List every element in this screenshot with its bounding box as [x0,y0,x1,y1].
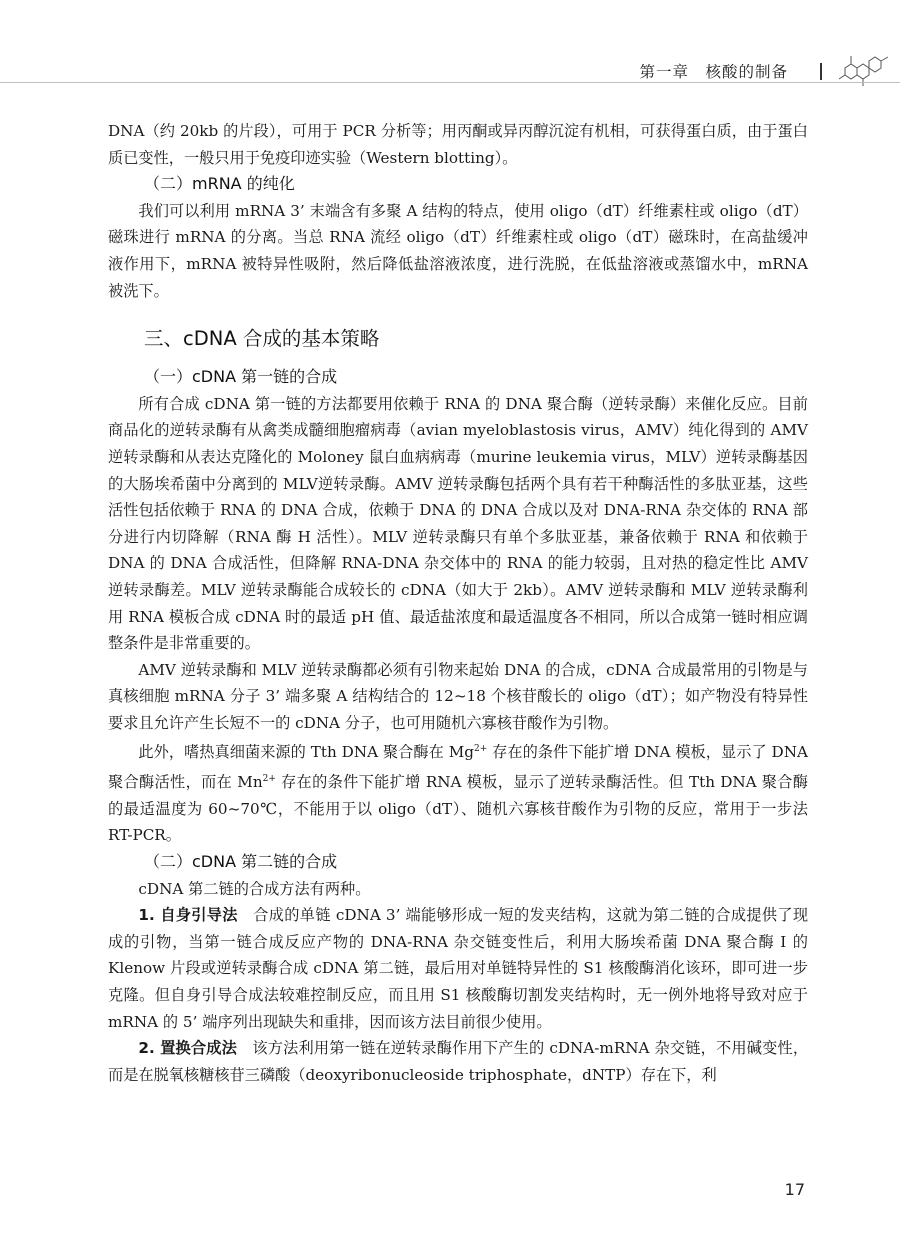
method-replacement [108,1035,808,1088]
heading-first-strand: （一）cDNA 第一链的合成 [144,367,338,387]
intro-paragraph: DNA（约 20kb 的片段），可用于 PCR 分析等；用丙酮或异丙醇沉淀有机相，可获得蛋白质，由于蛋白质已变性，一般只用于免疫印迹实验（Western blotting）。 [108,122,808,167]
tth-text-c: 存在的条件下能扩增 RNA 模板，显示了逆转录酶活性。但 Tth DNA 聚合酶的最适温度为 60~70℃，不能用于以 oligo（dT）、随机六寡核苷酸作为引物的反应，常用于一步法 RT-PCR。 [108,773,808,845]
heading-second-strand: （二）cDNA 第二链的合成 [144,851,338,871]
first-strand-paragraph-2: AMV 逆转录酶和 MLV 逆转录酶都必须有引物来起始 DNA 的合成，cDNA 合成最常用的引物是与真核细胞 mRNA 分子 3’ 端多聚 A 结构结合的 12~18 个核苷酸长的 oligo（dT）；如产物没有特异性要求且允许产生长短不一的 cDNA 分子，也可用随机六寡核苷酸作为引物。 [108,660,808,732]
heading-mrna-purification: （二）mRNA 的纯化 [144,174,295,194]
chapter-title: 第一章 核酸的制备 [639,63,788,81]
method-self-priming [108,902,808,1035]
tth-text-b: 存在的条件下能扩增 DNA 模板，显示了 DNA 聚合酶活性，而在 Mn [108,743,808,792]
method-1-label: 1. 自身引导法 [138,906,238,925]
method-2-text: 该方法利用第一链在逆转录酶作用下产生的 cDNA-mRNA 杂交链，不用碱变性，而是在脱氧核糖核苷三磷酸（deoxyribonucleoside triphosphate，dNTP）存在下，利 [108,1039,809,1084]
section-heading-cdna-strategy: 三、cDNA 合成的基本策略 [144,327,380,351]
first-strand-paragraph-3 [108,736,808,849]
method-2-label: 2. 置换合成法 [138,1039,238,1058]
method-1-text: 合成的单链 cDNA 3’ 端能够形成一短的发夹结构，这就为第二链的合成提供了现成的引物，当第一链合成反应产物的 DNA-RNA 杂交链变性后，利用大肠埃希菌 DNA 聚合酶 Ⅰ 的 Klenow 片段或逆转录酶合成 cDNA 第二链，最后用对单链特异性的 S1 核酸酶消化该环，即可进一步克隆。但自身引导合成法较难控制反应，而且用 S1 核酸酶切割发夹结构时，无一例外地将导致对应于 mRNA 的 5’ 端序列出现缺失和重排，因而该方法目前很少使用。 [108,906,809,1031]
tth-text-a: 此外，嗜热真细菌来源的 Tth DNA 聚合酶在 Mg [138,743,474,762]
mn-superscript: 2+ [262,774,276,785]
first-strand-paragraph-1: 所有合成 cDNA 第一链的方法都要用依赖于 RNA 的 DNA 聚合酶（逆转录酶）来催化反应。目前商品化的逆转录酶有从禽类成髓细胞瘤病毒（avian myeloblastosis virus，AMV）纯化得到的 AMV 逆转录酶和从表达克隆化的 Moloney 鼠白血病病毒（murine leukemia virus，MLV）逆转录酶基因的大肠埃希菌中分离到的 MLV逆转录酶。AMV 逆转录酶包括两个具有若干种酶活性的多肽亚基，这些活性包括依赖于 RNA 的 DNA 合成，依赖于 DNA 的 DNA 合成以及对 DNA-RNA 杂交体的 RNA 部分进行内切降解（RNA 酶 H 活性）。MLV 逆转录酶只有单个多肽亚基，兼备依赖于 RNA 和依赖于 DNA 的 DNA 合成活性，但降解 RNA-DNA 杂交体中的 RNA 的能力较弱，且对热的稳定性比 AMV 逆转录酶差。MLV 逆转录酶能合成较长的 cDNA（如大于 2kb）。AMV 逆转录酶和 MLV 逆转录酶利用 RNA 模板合成 cDNA 时的最适 pH 值、最适盐浓度和最适温度各不相同，所以合成第一链时相应调整条件是非常重要的。 [108,394,808,653]
page-number: 17 [784,1180,805,1199]
header-rule [0,82,900,83]
molecule-icon [833,46,893,92]
header-separator [820,63,822,80]
mg-superscript: 2+ [473,744,488,755]
page-body [108,118,808,1088]
second-strand-intro: cDNA 第二链的合成方法有两种。 [138,879,371,898]
page-header [0,0,900,82]
mrna-paragraph: 我们可以利用 mRNA 3’ 末端含有多聚 A 结构的特点，使用 oligo（dT）纤维素柱或 oligo（dT）磁珠进行 mRNA 的分离。当总 RNA 流经 oligo（dT）纤维素柱或 oligo（dT）磁珠时，在高盐缓冲液作用下，mRNA 被特异性吸附，然后降低盐溶液浓度，进行洗脱，在低盐溶液或蒸馏水中，mRNA 被洗下。 [108,201,808,300]
